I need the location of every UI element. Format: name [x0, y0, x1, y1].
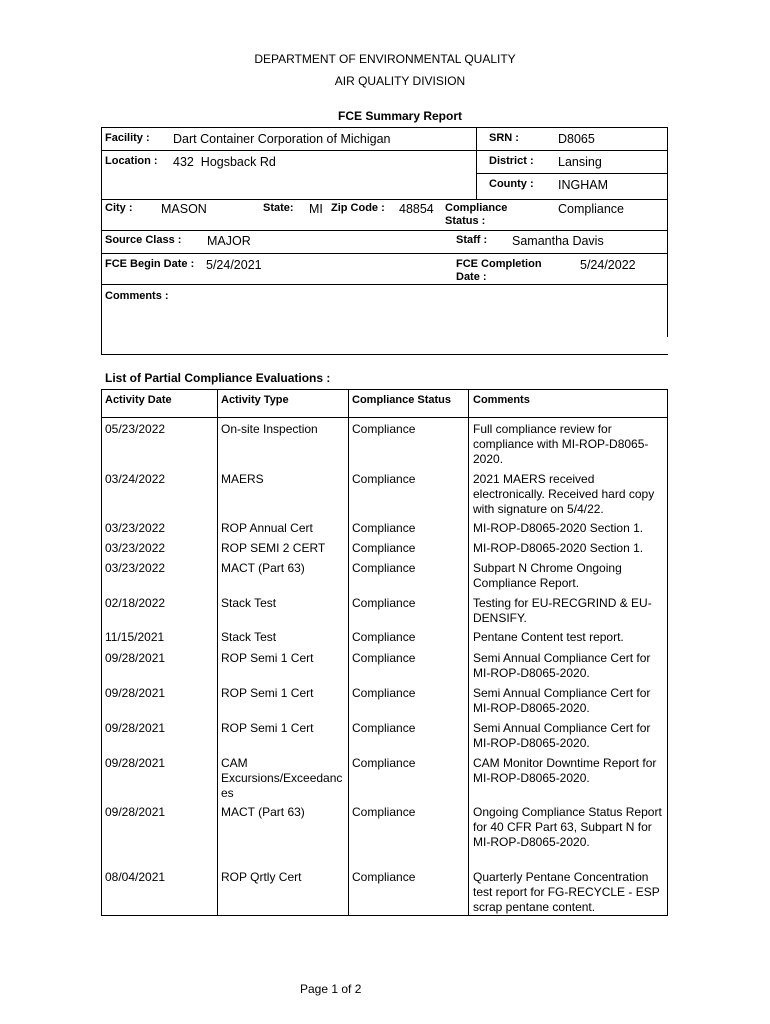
source-class-value: MAJOR [207, 234, 251, 248]
district-value: Lansing [558, 155, 602, 169]
cell-comments: Testing for EU-RECGRIND & EU-DENSIFY. [473, 596, 652, 625]
cell-status: Compliance [352, 541, 416, 555]
county-label: County : [489, 178, 534, 190]
cell-type: ROP Qrtly Cert [221, 870, 302, 884]
city-value: MASON [161, 202, 207, 216]
summary-right-border [667, 127, 668, 337]
facility-label: Facility : [105, 132, 150, 144]
cell-type: MACT (Part 63) [221, 805, 305, 819]
cell-type: ROP Annual Cert [221, 521, 313, 535]
column-header-compliance-status: Compliance Status [352, 394, 452, 406]
cell-date: 09/28/2021 [105, 721, 166, 735]
division-name: AIR QUALITY DIVISION [334, 74, 466, 88]
cell-status: Compliance [352, 422, 416, 436]
column-header-comments: Comments [473, 394, 530, 406]
cell-comments: 2021 MAERS received electronically. Received hard copy with signature on 5/4/22. [473, 472, 655, 516]
cell-status: Compliance [352, 870, 416, 884]
srn-value: D8065 [558, 132, 595, 146]
cell-status: Compliance [352, 630, 416, 644]
cell-comments: Quarterly Pentane Concentration test report for FG-RECYCLE - ESP scrap pentane content. [473, 870, 660, 914]
compliance-status-label-2: Status : [445, 215, 486, 227]
summary-rule [476, 173, 667, 174]
cell-status: Compliance [352, 596, 416, 610]
staff-value: Samantha Davis [512, 234, 604, 248]
cell-comments: Semi Annual Compliance Cert for MI-ROP-D8065-2020. [473, 686, 651, 715]
county-value: INGHAM [558, 178, 608, 192]
cell-type: ROP Semi 1 Cert [221, 686, 314, 700]
table-col-border [667, 389, 668, 916]
cell-comments: Pentane Content test report. [473, 630, 624, 644]
table-col-border [348, 389, 349, 916]
summary-rule [101, 199, 667, 200]
cell-date: 09/28/2021 [105, 805, 166, 819]
cell-comments: Ongoing Compliance Status Report for 40 CFR Part 63, Subpart N for MI-ROP-D8065-2020. [473, 805, 662, 849]
pce-list-title: List of Partial Compliance Evaluations : [105, 371, 331, 385]
cell-type: ROP SEMI 2 CERT [221, 541, 326, 555]
comments-label: Comments : [105, 290, 169, 302]
location-label: Location : [105, 155, 158, 167]
summary-bottom-border [101, 354, 668, 355]
page-number: Page 1 of 2 [300, 982, 362, 996]
compliance-status-label: Compliance [445, 202, 508, 214]
cell-status: Compliance [352, 651, 416, 665]
staff-label: Staff : [456, 234, 488, 246]
compliance-status-value: Compliance [558, 202, 625, 216]
cell-comments: Semi Annual Compliance Cert for MI-ROP-D8065-2020. [473, 721, 651, 750]
summary-divider [476, 127, 477, 199]
table-col-border [468, 389, 469, 916]
cell-comments: Subpart N Chrome Ongoing Compliance Report. [473, 561, 622, 590]
report-title: FCE Summary Report [337, 109, 463, 123]
cell-type: ROP Semi 1 Cert [221, 721, 314, 735]
summary-rule [101, 253, 667, 254]
cell-status: Compliance [352, 756, 416, 770]
cell-status: Compliance [352, 472, 416, 486]
fce-completion-label: FCE Completion [456, 258, 542, 270]
cell-date: 05/23/2022 [105, 422, 166, 436]
cell-type: On-site Inspection [221, 422, 318, 436]
cell-type: Stack Test [221, 630, 277, 644]
cell-status: Compliance [352, 721, 416, 735]
cell-date: 03/23/2022 [105, 521, 166, 535]
table-header-rule [101, 417, 668, 418]
cell-comments: Semi Annual Compliance Cert for MI-ROP-D8065-2020. [473, 651, 651, 680]
cell-type: MAERS [221, 472, 264, 486]
cell-date: 09/28/2021 [105, 686, 166, 700]
cell-date: 08/04/2021 [105, 870, 166, 884]
summary-rule [101, 284, 667, 285]
fce-completion-label-2: Date : [456, 271, 487, 283]
cell-type: CAM Excursions/Exceedances [221, 756, 343, 800]
cell-comments: MI-ROP-D8065-2020 Section 1. [473, 521, 644, 535]
cell-type: Stack Test [221, 596, 277, 610]
cell-date: 03/23/2022 [105, 561, 166, 575]
srn-label: SRN : [489, 132, 519, 144]
cell-comments: Full compliance review for compliance with MI-ROP-D8065-2020. [473, 422, 649, 466]
fce-begin-value: 5/24/2021 [206, 258, 262, 272]
cell-date: 09/28/2021 [105, 756, 166, 770]
fce-begin-label: FCE Begin Date : [105, 258, 195, 270]
cell-type: ROP Semi 1 Cert [221, 651, 314, 665]
table-col-border [217, 389, 218, 916]
cell-status: Compliance [352, 686, 416, 700]
zip-value: 48854 [399, 202, 434, 216]
summary-left-border [101, 127, 102, 355]
cell-status: Compliance [352, 521, 416, 535]
facility-value: Dart Container Corporation of Michigan [173, 132, 391, 146]
column-header-activity-type: Activity Type [221, 394, 289, 406]
cell-status: Compliance [352, 561, 416, 575]
location-value: 432 Hogsback Rd [173, 155, 276, 169]
cell-date: 02/18/2022 [105, 596, 166, 610]
zip-label: Zip Code : [331, 202, 385, 214]
cell-comments: CAM Monitor Downtime Report for MI-ROP-D8065-2020. [473, 756, 657, 785]
cell-date: 03/24/2022 [105, 472, 166, 486]
summary-rule [101, 230, 667, 231]
cell-type: MACT (Part 63) [221, 561, 305, 575]
cell-date: 03/23/2022 [105, 541, 166, 555]
state-value: MI [309, 202, 323, 216]
column-header-activity-date: Activity Date [105, 394, 172, 406]
cell-status: Compliance [352, 805, 416, 819]
summary-rule [101, 150, 667, 151]
fce-completion-value: 5/24/2022 [580, 258, 636, 272]
city-label: City : [105, 202, 133, 214]
table-col-border [101, 389, 102, 916]
department-name: DEPARTMENT OF ENVIRONMENTAL QUALITY [254, 52, 516, 66]
table-bottom-border [101, 915, 668, 916]
summary-top-border [101, 127, 667, 128]
table-top-border [101, 389, 668, 390]
state-label: State: [263, 202, 294, 214]
cell-date: 11/15/2021 [105, 630, 165, 644]
district-label: District : [489, 155, 534, 167]
cell-date: 09/28/2021 [105, 651, 166, 665]
source-class-label: Source Class : [105, 234, 182, 246]
cell-comments: MI-ROP-D8065-2020 Section 1. [473, 541, 644, 555]
